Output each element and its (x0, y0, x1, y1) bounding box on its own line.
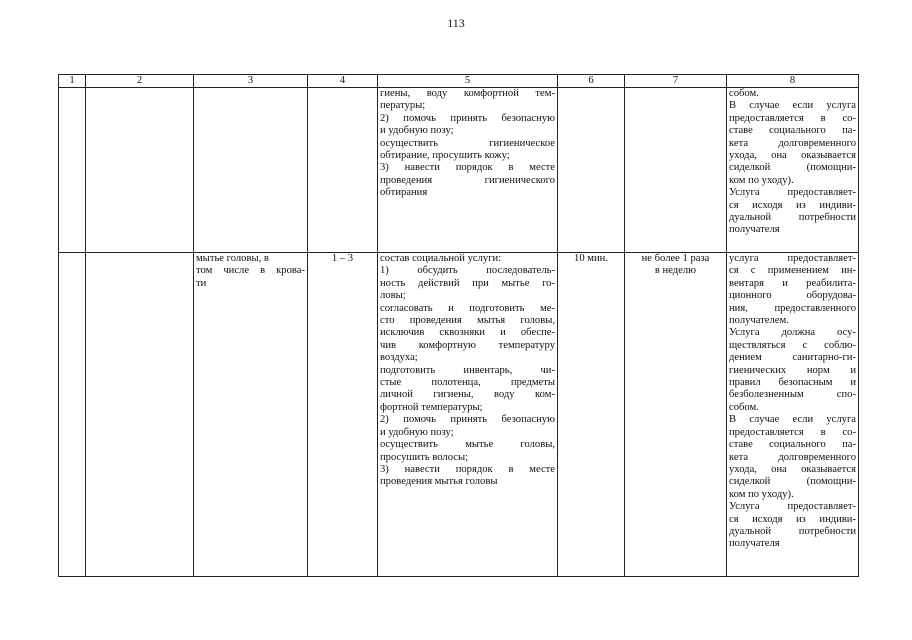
text-line: и удобную позу; (380, 125, 454, 137)
procedure-cell (378, 253, 558, 577)
table-cell (86, 88, 194, 253)
page-number: 113 (447, 16, 465, 30)
table-cell (558, 88, 625, 253)
text-line: сиделкой (помощни- (729, 162, 856, 174)
header-cell: 8 (727, 75, 859, 88)
text-line: ния, предоставленного (729, 302, 856, 314)
header-cell: 1 (59, 75, 86, 88)
text-line: Услуга должна осу- (729, 327, 856, 339)
text-line: воздуха; (380, 352, 418, 364)
header-cell: 6 (558, 75, 625, 88)
service-name-cell (194, 253, 308, 577)
text-line: ность действий при мытье го- (380, 277, 555, 289)
text-line: услуга предоставляет- (729, 253, 856, 264)
procedure-cell (378, 88, 558, 253)
header-cell: 3 (194, 75, 308, 88)
text-line: Услуга предоставляет- (729, 501, 856, 513)
text-line: осуществить мытье головы, (380, 439, 555, 451)
table-row (59, 88, 859, 253)
text-line: дуальной потребности (729, 525, 856, 537)
text-line: ком по уходу). (729, 174, 794, 186)
text-line: собом. (729, 88, 759, 99)
text-line: ти (196, 277, 207, 289)
header-cell: 4 (308, 75, 378, 88)
duration-range-cell: 1 – 3 (308, 253, 378, 577)
text-line: предоставляется в со- (729, 426, 856, 438)
text-line: фортной температуры; (380, 401, 483, 413)
text-line: и удобную позу; (380, 426, 454, 438)
text-line: обтирания (380, 187, 428, 199)
text-line: исключив сквозняки и обеспе- (380, 327, 555, 339)
text-line: ся исходя из индиви- (729, 513, 856, 525)
table-cell (59, 253, 86, 577)
text-line: мытье головы, в (196, 253, 269, 264)
text-line: предоставляется в со- (729, 112, 856, 124)
text-line: осуществить гигиеническое (380, 137, 555, 149)
text-line: состав социальной услуги: (380, 253, 502, 264)
text-line: 3) навести порядок в месте (380, 162, 555, 174)
header-row (59, 75, 859, 88)
header-cell: 7 (625, 75, 727, 88)
text-line: ухода, она оказывается (729, 150, 856, 162)
text-line: сиделкой (помощни- (729, 476, 856, 488)
text-line: пературы; (380, 100, 426, 112)
text-line: ком по уходу). (729, 488, 794, 500)
text-line: получателя (729, 538, 780, 550)
text-line: 1) обсудить последователь- (380, 265, 555, 277)
text-line: ществляться с соблю- (729, 339, 856, 351)
table-cell (625, 88, 727, 253)
text-line: Услуга предоставляет- (729, 187, 856, 199)
header-cell: 5 (378, 75, 558, 88)
table-row (59, 253, 859, 577)
text-line: вентаря и реабилита- (729, 277, 856, 289)
text-line: стые полотенца, предметы (380, 377, 555, 389)
text-line: получателем. (729, 315, 789, 327)
text-line: обтирание, просушить кожу; (380, 150, 510, 162)
text-line: ловы; (380, 290, 406, 302)
text-line: собом. (729, 401, 759, 413)
text-line: том числе в крова- (196, 265, 305, 277)
text-line: В случае если услуга (729, 414, 856, 426)
header-cell: 2 (86, 75, 194, 88)
text-line: ционного оборудова- (729, 290, 856, 302)
text-line: не более 1 раза (641, 253, 710, 264)
text-line: ся с применением ин- (729, 265, 856, 277)
table-cell (86, 253, 194, 577)
text-line: сто проведения мытья головы, (380, 315, 555, 327)
text-line: в неделю (654, 265, 697, 277)
text-line: личной гигиены, воду ком- (380, 389, 555, 401)
text-line: чив комфортную температуру (380, 339, 555, 351)
text-line: ставе социального па- (729, 125, 856, 137)
notes-cell (727, 88, 859, 253)
text-line: подготовить инвентарь, чи- (380, 364, 555, 376)
table-cell (308, 88, 378, 253)
text-line: ставе социального па- (729, 439, 856, 451)
text-line: В случае если услуга (729, 100, 856, 112)
text-line: проведения гигиенического (380, 174, 555, 186)
text-line: 2) помочь принять безопасную (380, 112, 555, 124)
text-line: 2) помочь принять безопасную (380, 414, 555, 426)
text-line: кета долговременного (729, 451, 856, 463)
text-line: 3) навести порядок в месте (380, 463, 555, 475)
text-line: безболезненным спо- (729, 389, 856, 401)
text-line: ухода, она оказывается (729, 463, 856, 475)
text-line: просушить волосы; (380, 451, 469, 463)
text-line: получателя (729, 224, 780, 236)
text-line: ся исходя из индиви- (729, 199, 856, 211)
text-line: дуальной потребности (729, 212, 856, 224)
text-line: правил безопасным и (729, 377, 856, 389)
table-cell (59, 88, 86, 253)
text-line: гиены, воду комфортной тем- (380, 88, 555, 99)
table-cell (194, 88, 308, 253)
text-line: кета долговременного (729, 137, 856, 149)
text-line: дением санитарно-ги- (729, 352, 856, 364)
notes-cell (727, 253, 859, 577)
text-line: проведения мытья головы (380, 476, 498, 488)
text-line: гиенических норм и (729, 364, 856, 376)
frequency-cell (625, 253, 727, 577)
text-line: согласовать и подготовить ме- (380, 302, 555, 314)
time-cell: 10 мин. (558, 253, 625, 577)
services-table (58, 74, 859, 577)
